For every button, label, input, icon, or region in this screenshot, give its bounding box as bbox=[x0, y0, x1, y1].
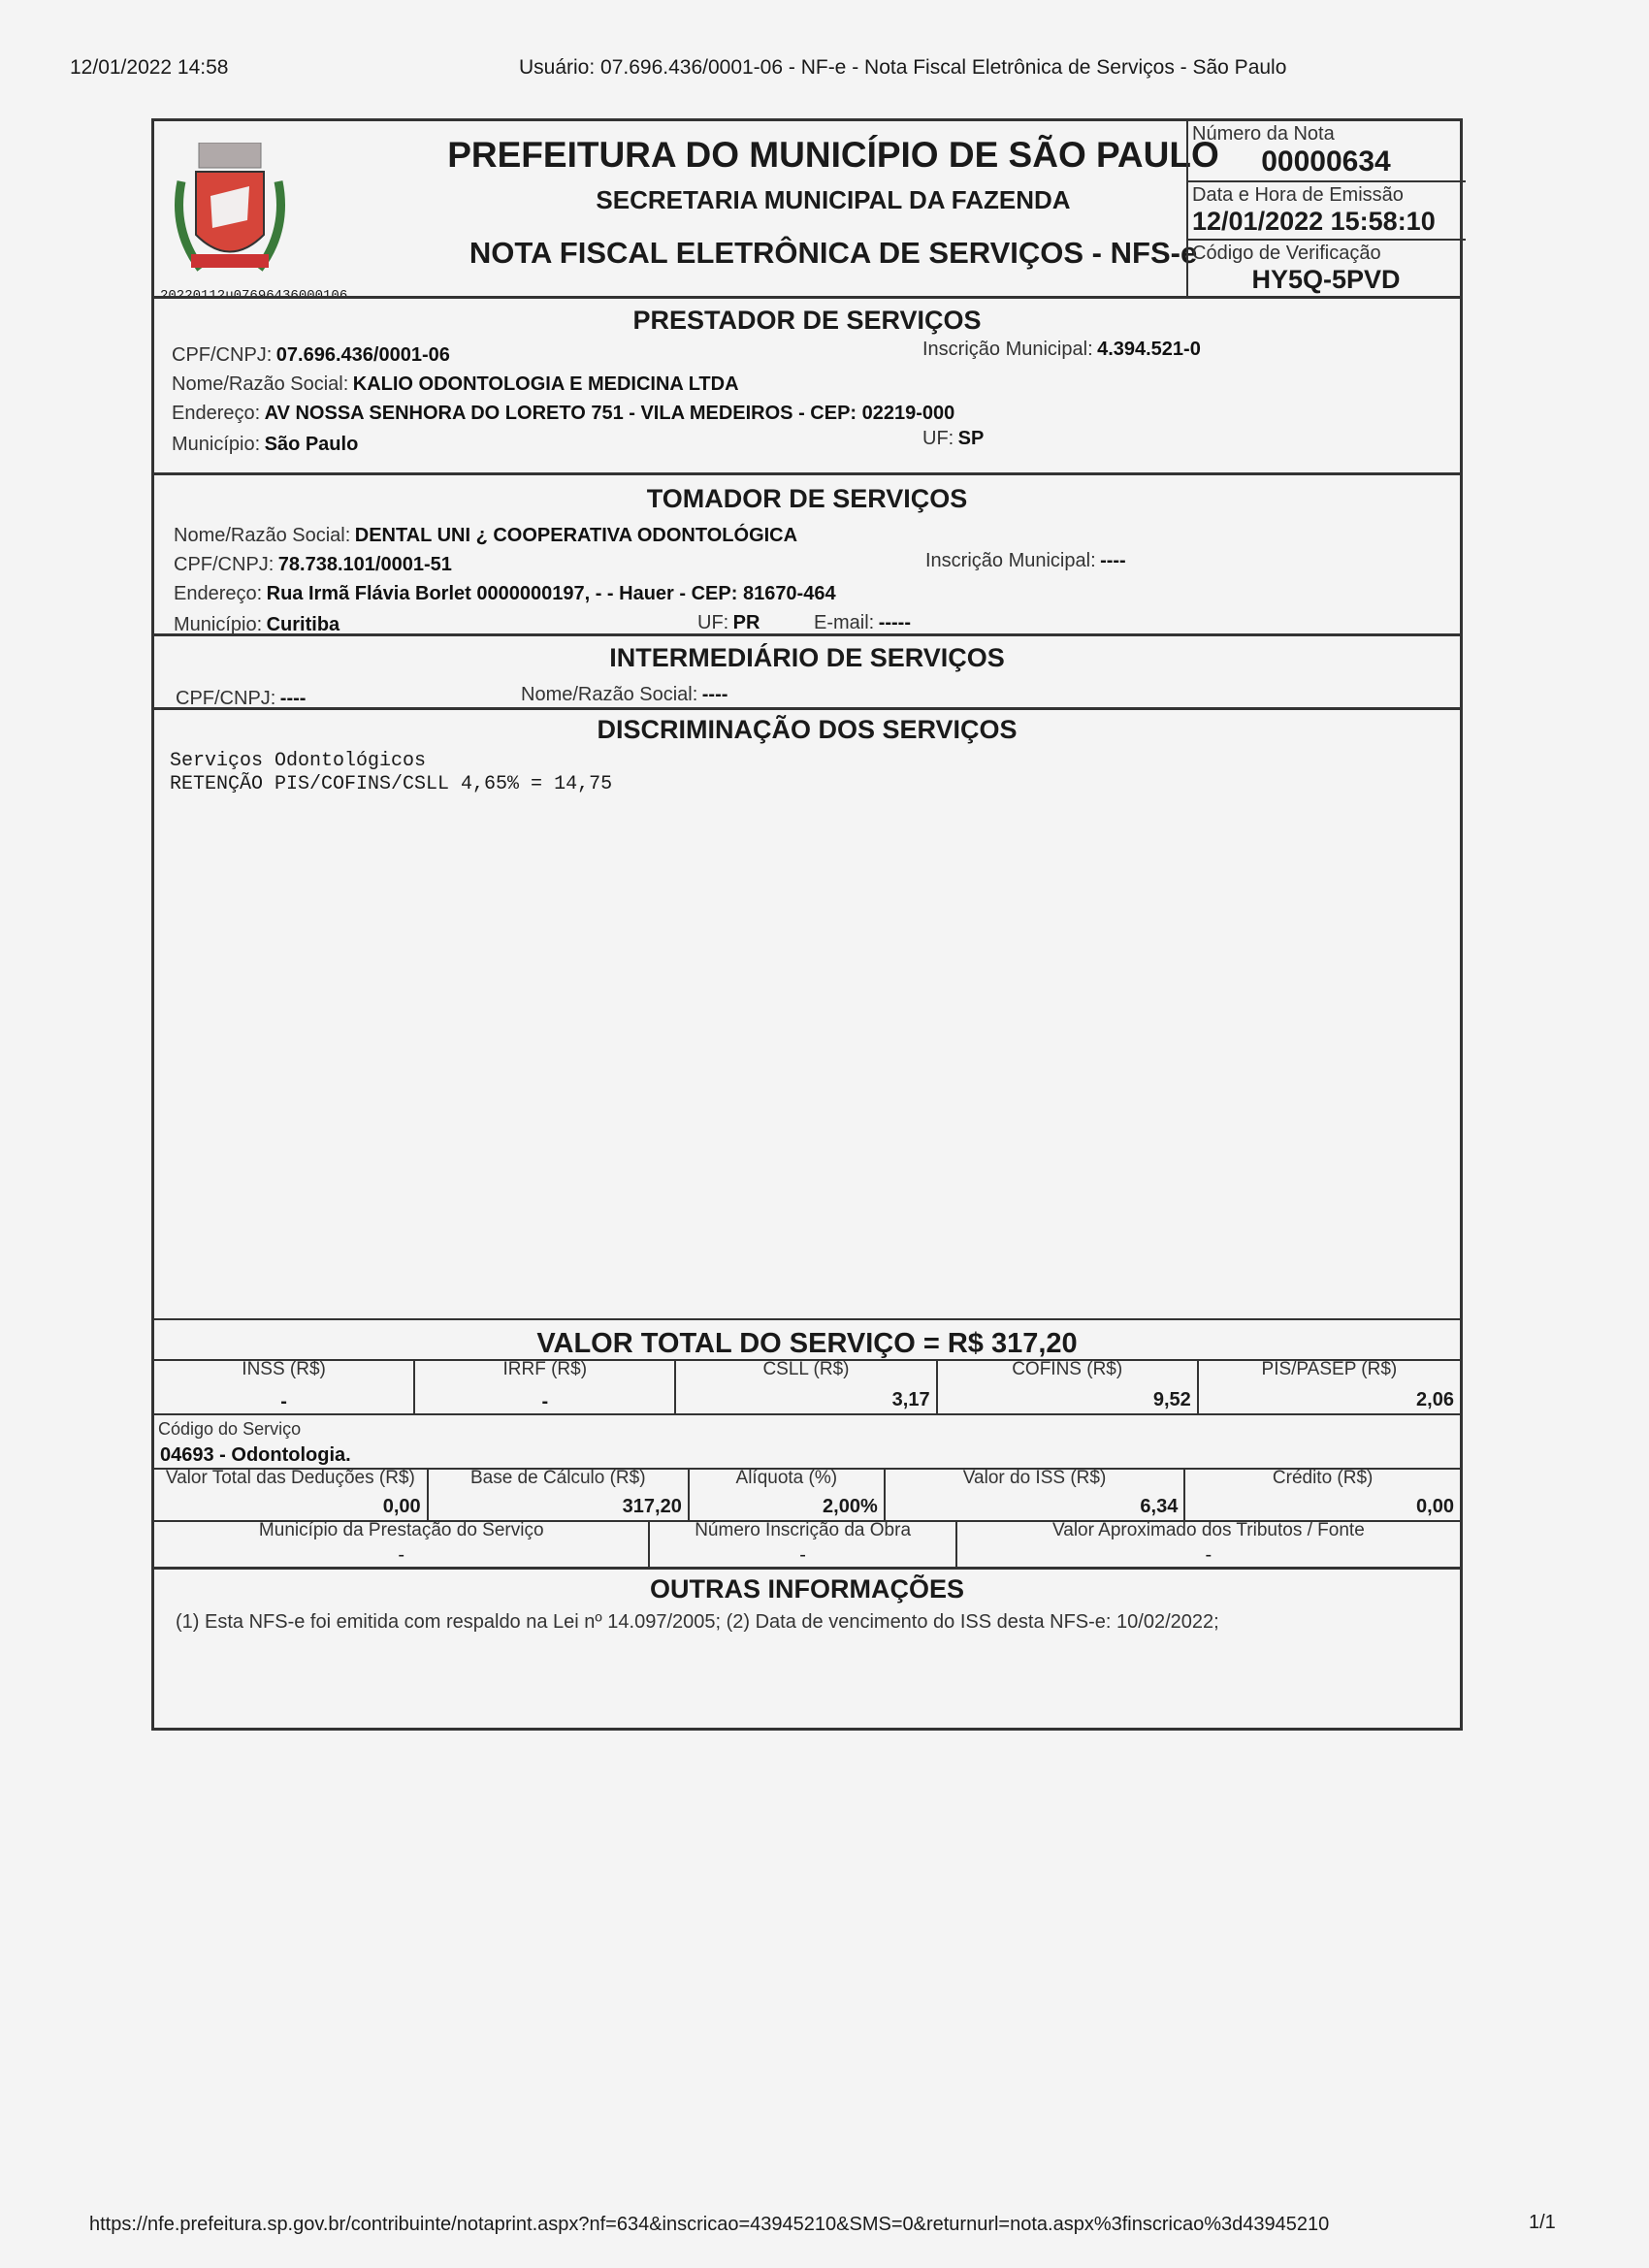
codigo-label: Código de Verificação bbox=[1192, 243, 1381, 264]
prestador-nome-label: Nome/Razão Social: bbox=[172, 373, 349, 395]
inscricao-obra: Número Inscrição da Obra - bbox=[650, 1520, 956, 1567]
prestador-im-label: Inscrição Municipal: bbox=[922, 339, 1093, 360]
tomador-im-label: Inscrição Municipal: bbox=[925, 550, 1096, 571]
tributo-cofins: COFINS (R$) 9,52 bbox=[938, 1359, 1199, 1413]
tomador-email-label: E-mail: bbox=[814, 612, 875, 633]
document-title: NOTA FISCAL ELETRÔNICA DE SERVIÇOS - NFS-e bbox=[469, 236, 1198, 270]
intermediario-title: INTERMEDIÁRIO DE SERVIÇOS bbox=[609, 643, 1005, 672]
base-calculo: Base de Cálculo (R$) 317,20 bbox=[429, 1468, 690, 1520]
tomador-uf: PR bbox=[732, 612, 760, 633]
tomador-cpf-label: CPF/CNPJ: bbox=[174, 554, 275, 575]
tributo-inss: INSS (R$) - bbox=[154, 1359, 415, 1413]
prestador-uf-label: UF: bbox=[922, 428, 954, 449]
tomador-nome-label: Nome/Razão Social: bbox=[174, 525, 351, 546]
valor-deducoes: Valor Total das Deduções (R$) 0,00 bbox=[154, 1468, 429, 1520]
valor-total: VALOR TOTAL DO SERVIÇO = R$ 317,20 bbox=[536, 1328, 1078, 1359]
print-datetime: 12/01/2022 14:58 bbox=[70, 56, 229, 79]
page-number: 1/1 bbox=[1529, 2212, 1556, 2233]
tomador-cpf: 78.738.101/0001-51 bbox=[277, 554, 452, 575]
tributo-irrf: IRRF (R$) - bbox=[415, 1359, 676, 1413]
tomador-uf-label: UF: bbox=[697, 612, 729, 633]
coat-of-arms-logo bbox=[172, 143, 288, 278]
prestador-mun-label: Município: bbox=[172, 434, 261, 455]
valor-iss: Valor do ISS (R$) 6,34 bbox=[886, 1468, 1186, 1520]
tomador-im: ---- bbox=[1100, 550, 1126, 571]
prestador-end-label: Endereço: bbox=[172, 403, 261, 424]
prestador-uf: SP bbox=[957, 428, 985, 449]
outras-informacoes-text: (1) Esta NFS-e foi emitida com respaldo na Lei nº 14.097/2005; (2) Data de vencimento do ISS desta NFS-e: 10/02/2022; bbox=[176, 1611, 1219, 1633]
tributo-pis-pasep: PIS/PASEP (R$) 2,06 bbox=[1261, 1359, 1454, 1410]
intermediario-nome-label: Nome/Razão Social: bbox=[521, 684, 698, 705]
tomador-title: TOMADOR DE SERVIÇOS bbox=[646, 484, 968, 513]
barcode-text: 20220112u07696436000106 bbox=[160, 288, 348, 304]
tributo-csll: CSLL (R$) 3,17 bbox=[676, 1359, 937, 1413]
numero-nota: 00000634 bbox=[1261, 146, 1391, 178]
credito: Crédito (R$) 0,00 bbox=[1272, 1468, 1454, 1517]
header-subtitle: SECRETARIA MUNICIPAL DA FAZENDA bbox=[596, 185, 1071, 214]
intermediario-cpf: ---- bbox=[279, 688, 307, 709]
codigo-verificacao: HY5Q-5PVD bbox=[1251, 265, 1401, 294]
prestador-im: 4.394.521-0 bbox=[1097, 339, 1201, 360]
tomador-municipio: Curitiba bbox=[266, 614, 340, 635]
prestador-endereco: AV NOSSA SENHORA DO LORETO 751 - VILA MEDEIROS - CEP: 02219-000 bbox=[264, 403, 955, 424]
numero-label: Número da Nota bbox=[1192, 123, 1335, 145]
emissao-label: Data e Hora de Emissão bbox=[1192, 184, 1404, 206]
discriminacao-line: Serviços Odontológicos bbox=[170, 750, 427, 772]
discriminacao-title: DISCRIMINAÇÃO DOS SERVIÇOS bbox=[597, 715, 1018, 744]
valor-aproximado-tributos: Valor Aproximado dos Tributos / Fonte - bbox=[1052, 1520, 1365, 1566]
tomador-email: ----- bbox=[878, 612, 911, 633]
prestador-nome: KALIO ODONTOLOGIA E MEDICINA LTDA bbox=[352, 373, 739, 395]
tomador-mun-label: Município: bbox=[174, 614, 263, 635]
tomador-endereco: Rua Irmã Flávia Borlet 0000000197, - - Hauer - CEP: 81670-464 bbox=[266, 583, 836, 604]
tomador-nome: DENTAL UNI ¿ COOPERATIVA ODONTOLÓGICA bbox=[354, 525, 798, 546]
prestador-cpf: 07.696.436/0001-06 bbox=[275, 344, 450, 366]
prestador-municipio: São Paulo bbox=[264, 434, 359, 455]
codigo-servico: 04693 - Odontologia. bbox=[160, 1444, 351, 1466]
emissao-datetime: 12/01/2022 15:58:10 bbox=[1192, 207, 1436, 236]
nfse-form bbox=[151, 118, 1463, 1731]
municipio-prestacao: Município da Prestação do Serviço - bbox=[154, 1520, 650, 1567]
codigo-servico-label: Código do Serviço bbox=[158, 1419, 302, 1439]
intermediario-cpf-label: CPF/CNPJ: bbox=[176, 688, 276, 709]
print-user: Usuário: 07.696.436/0001-06 - NF-e - Nota Fiscal Eletrônica de Serviços - São Paulo bbox=[519, 56, 1287, 79]
prestador-cpf-label: CPF/CNPJ: bbox=[172, 344, 273, 366]
header-title: PREFEITURA DO MUNICÍPIO DE SÃO PAULO bbox=[447, 135, 1219, 175]
outras-informacoes-title: OUTRAS INFORMAÇÕES bbox=[650, 1574, 964, 1604]
intermediario-nome: ---- bbox=[701, 684, 728, 705]
tomador-end-label: Endereço: bbox=[174, 583, 263, 604]
aliquota: Alíquota (%) 2,00% bbox=[690, 1468, 886, 1520]
footer-url: https://nfe.prefeitura.sp.gov.br/contribuinte/notaprint.aspx?nf=634&inscricao=43945210&SMS=0&returnurl=nota.aspx%3finscricao%3d43945210 bbox=[89, 2214, 1330, 2235]
prestador-title: PRESTADOR DE SERVIÇOS bbox=[632, 306, 982, 335]
discriminacao-line: RETENÇÃO PIS/COFINS/CSLL 4,65% = 14,75 bbox=[170, 773, 613, 795]
